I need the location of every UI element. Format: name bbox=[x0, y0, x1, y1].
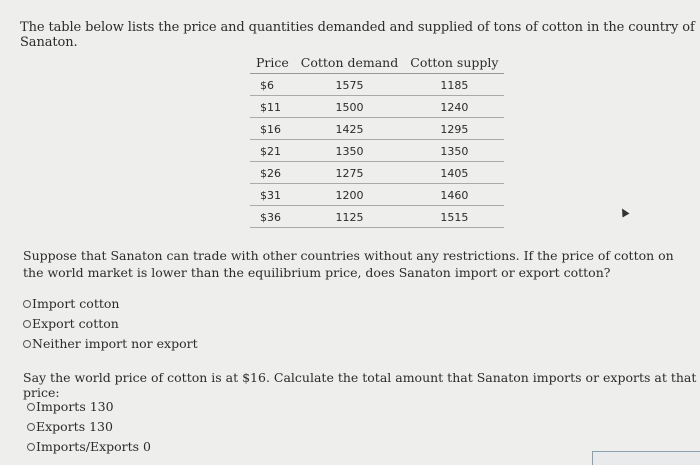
option-label: Exports 130 bbox=[36, 419, 113, 434]
option-neither[interactable] bbox=[23, 334, 198, 354]
table-row bbox=[250, 162, 504, 184]
demand-cell: 1500 bbox=[295, 96, 404, 118]
price-cell: $6 bbox=[250, 74, 295, 96]
option-label: Imports 130 bbox=[36, 399, 114, 414]
demand-cell: 1575 bbox=[295, 74, 404, 96]
option-export-cotton[interactable] bbox=[23, 314, 198, 334]
supply-demand-table bbox=[250, 53, 504, 228]
header-cotton-supply: Cotton supply bbox=[404, 53, 504, 74]
option-label: Export cotton bbox=[32, 316, 119, 331]
option-imports-exports-0[interactable] bbox=[27, 437, 151, 457]
header-price: Price bbox=[250, 53, 295, 74]
supply-cell: 1460 bbox=[404, 184, 504, 206]
header-cotton-demand: Cotton demand bbox=[295, 53, 404, 74]
option-exports-130[interactable] bbox=[27, 417, 151, 437]
option-label: Neither import nor export bbox=[32, 336, 198, 351]
table-row bbox=[250, 140, 504, 162]
radio-circle-icon[interactable] bbox=[27, 443, 35, 451]
supply-cell: 1515 bbox=[404, 206, 504, 228]
price-cell: $11 bbox=[250, 96, 295, 118]
mouse-cursor-icon bbox=[619, 207, 630, 218]
question-2-options bbox=[27, 397, 151, 457]
option-imports-130[interactable] bbox=[27, 397, 151, 417]
table-row bbox=[250, 206, 504, 228]
price-cell: $26 bbox=[250, 162, 295, 184]
supply-cell: 1185 bbox=[404, 74, 504, 96]
demand-cell: 1350 bbox=[295, 140, 404, 162]
demand-cell: 1425 bbox=[295, 118, 404, 140]
question-1-options bbox=[23, 294, 198, 354]
option-label: Import cotton bbox=[32, 296, 120, 311]
demand-cell: 1200 bbox=[295, 184, 404, 206]
table-row bbox=[250, 184, 504, 206]
radio-circle-icon[interactable] bbox=[27, 403, 35, 411]
intro-text: The table below lists the price and quantities demanded and supplied of tons of cotton in the country of Sanaton. bbox=[20, 20, 695, 50]
supply-cell: 1350 bbox=[404, 140, 504, 162]
demand-cell: 1275 bbox=[295, 162, 404, 184]
price-cell: $16 bbox=[250, 118, 295, 140]
supply-cell: 1240 bbox=[404, 96, 504, 118]
table-header-row bbox=[250, 53, 504, 74]
answer-box[interactable] bbox=[592, 451, 700, 465]
radio-circle-icon[interactable] bbox=[23, 340, 31, 348]
demand-cell: 1125 bbox=[295, 206, 404, 228]
price-cell: $36 bbox=[250, 206, 295, 228]
supply-cell: 1295 bbox=[404, 118, 504, 140]
option-import-cotton[interactable] bbox=[23, 294, 198, 314]
question-1-text: Suppose that Sanaton can trade with other countries without any restrictions. If the price of cotton on the world market is lower than the equilibrium price, does Sanaton import or export cotton? bbox=[23, 248, 674, 280]
price-cell: $31 bbox=[250, 184, 295, 206]
radio-circle-icon[interactable] bbox=[23, 320, 31, 328]
table-row bbox=[250, 74, 504, 96]
table-row bbox=[250, 118, 504, 140]
question-2-text: Say the world price of cotton is at $16. Calculate the total amount that Sanaton imports or exports at that price: bbox=[23, 370, 697, 400]
price-cell: $21 bbox=[250, 140, 295, 162]
radio-circle-icon[interactable] bbox=[27, 423, 35, 431]
table-row bbox=[250, 96, 504, 118]
supply-cell: 1405 bbox=[404, 162, 504, 184]
option-label: Imports/Exports 0 bbox=[36, 439, 151, 454]
radio-circle-icon[interactable] bbox=[23, 300, 31, 308]
